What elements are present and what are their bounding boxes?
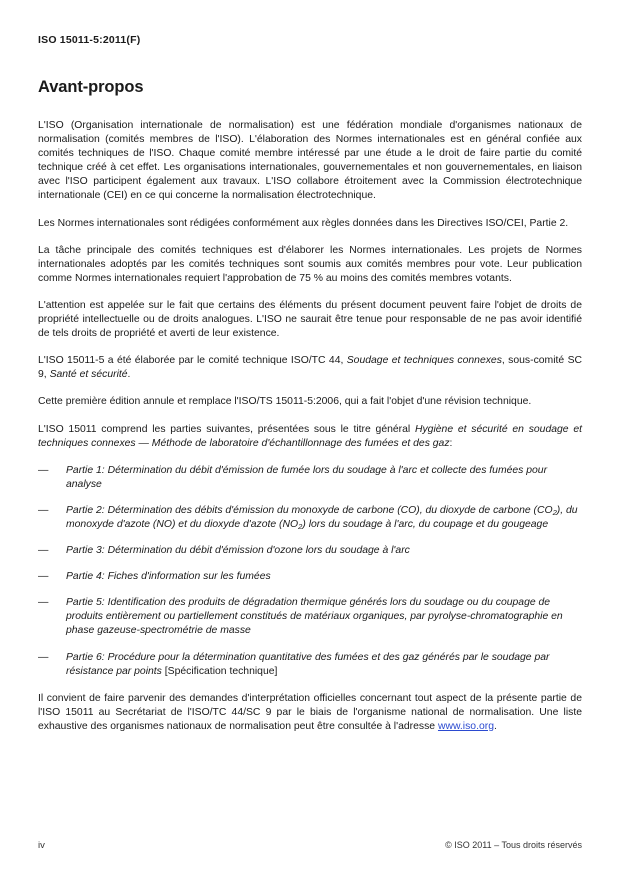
list-item	[38, 504, 582, 532]
em-dash-bullet-icon: —	[38, 545, 49, 557]
part-5-text: Partie 5: Identification des produits de dégradation thermique générés lors du soudage ou du coupage de produits entièrement ou partiellement constitués de matériaux organiques, par pyrolyse-chromatographie en phase gazeuse-spectrométrie de masse	[66, 597, 563, 637]
page-content	[38, 78, 582, 747]
part-1-text: Partie 1: Détermination du débit d'émission de fumée lors du soudage à l'arc et collecte des fumées pour analyse	[66, 464, 548, 490]
list-item	[38, 596, 582, 638]
parts-intro-end: :	[449, 437, 453, 449]
iso-website-link[interactable]: www.iso.org	[437, 720, 494, 732]
running-header: ISO 15011-5:2011(F)	[38, 34, 141, 46]
em-dash-bullet-icon: —	[38, 571, 49, 583]
parts-list	[38, 464, 582, 679]
em-dash-bullet-icon: —	[38, 651, 49, 663]
page-footer	[38, 840, 582, 851]
paragraph-parts-intro	[38, 423, 582, 451]
paragraph-directives: Les Normes internationales sont rédigées conformément aux règles données dans les Directives ISO/CEI, Partie 2.	[38, 217, 569, 229]
part-2-text-b: ), du monoxyde d'azote (NO) et du dioxyde d'azote (NO	[66, 504, 578, 530]
paragraph-committee	[38, 354, 582, 382]
paragraph-patent-rights: L'attention est appelée sur le fait que certains des éléments du présent document peuvent faire l'objet de droits de propriété intellectuelle ou de droits analogues. L'ISO ne saurait être tenue pour responsable de ne pas avoir identifié de tels droits de propriété et averti de leur existence.	[38, 299, 582, 340]
parts-intro-lead: L'ISO 15011 comprend les parties suivantes, présentées sous le titre général	[38, 423, 415, 435]
interpretation-text-lead: Il convient de faire parvenir des demandes d'interprétation officielles concernant tout aspect de la présente partie de l'ISO 15011 au Secrétariat de l'ISO/TC 44/SC 9 par le biais de l'organisme national de normalisation. Une liste exhaustive des organismes nationaux de normalisation peut être consultée à l'adresse	[38, 692, 582, 732]
part-2-text-c: ) lors du soudage à l'arc, du coupage et du gougeage	[302, 518, 549, 530]
subscript-no2: 2	[298, 522, 303, 532]
paragraph-interpretation-requests	[38, 692, 582, 734]
list-item	[38, 544, 582, 558]
list-item	[38, 651, 582, 679]
copyright-notice: © ISO 2011 – Tous droits réservés	[445, 840, 582, 850]
page-title: Avant-propos	[38, 78, 144, 96]
em-dash-bullet-icon: —	[38, 504, 49, 516]
part-3-text: Partie 3: Détermination du débit d'émission d'ozone lors du soudage à l'arc	[66, 545, 410, 557]
paragraph-approval-process: La tâche principale des comités techniques est d'élaborer les Normes internationales. Les projets de Normes internationales adoptés par les comités techniques sont soumis aux comités membres pour vote. Leur publication comme Normes internationales requiert l'approbation de 75 % au moins des comités membres votants.	[38, 244, 582, 284]
committee-text-lead: L'ISO 15011-5 a été élaborée par le comité technique ISO/TC 44,	[38, 355, 347, 367]
committee-name-sc9: Santé et sécurité	[49, 369, 128, 381]
interpretation-text-end: .	[493, 720, 497, 732]
list-item	[38, 570, 582, 584]
list-item	[38, 464, 582, 492]
em-dash-bullet-icon: —	[38, 597, 49, 609]
subscript-co2: 2	[552, 508, 557, 518]
committee-name-tc44: Soudage et techniques connexes	[346, 355, 502, 367]
part-2-text-a: Partie 2: Détermination des débits d'émission du monoxyde de carbone (CO), du dioxyde de carbone (CO	[66, 504, 553, 516]
page-number: iv	[38, 840, 45, 851]
committee-text-end: .	[127, 369, 131, 381]
part-6-spec-note: [Spécification technique]	[161, 665, 278, 677]
part-4-text: Partie 4: Fiches d'information sur les fumées	[66, 571, 271, 583]
em-dash-bullet-icon: —	[38, 464, 49, 476]
parts-general-title: Hygiène et sécurité en soudage et techniques connexes — Méthode de laboratoire d'échantillonnage des fumées et des gaz	[38, 423, 582, 449]
paragraph-edition-replaces: Cette première édition annule et remplace l'ISO/TS 15011-5:2006, qui a fait l'objet d'une révision technique.	[38, 396, 532, 408]
part-6-text: Partie 6: Procédure pour la détermination quantitative des fumées et des gaz générés par le soudage par résistance par points	[66, 651, 550, 677]
paragraph-iso-description: L'ISO (Organisation internationale de normalisation) est une fédération mondiale d'organismes nationaux de normalisation (comités membres de l'ISO). L'élaboration des Normes internationales est en général confiée aux comités techniques de l'ISO. Chaque comité membre intéressé par une étude a le droit de faire partie du comité technique créé à cet effet. Les organisations internationales, gouvernementales et non gouvernementales, en liaison avec l'ISO participent également aux travaux. L'ISO collabore étroitement avec la Commission électrotechnique internationale (CEI) en ce qui concerne la normalisation électrotechnique.	[38, 120, 582, 202]
committee-text-mid: , sous-comité SC 9,	[38, 355, 583, 381]
